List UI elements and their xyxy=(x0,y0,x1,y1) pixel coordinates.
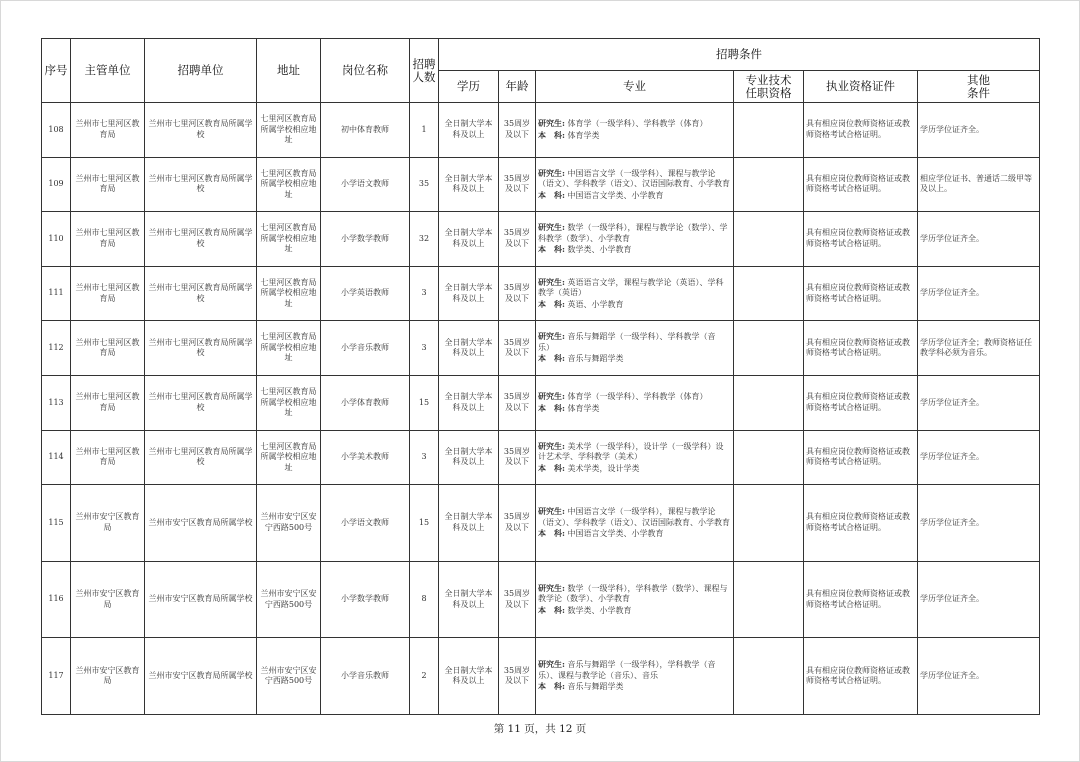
cell-addr: 七里河区教育局所属学校相应地址 xyxy=(257,157,321,212)
cell-dept: 兰州市七里河区教育局 xyxy=(71,212,145,267)
ug-majors: 数学类、小学教育 xyxy=(567,605,632,615)
cell-post: 小学语文教师 xyxy=(321,157,410,212)
cell-dept: 兰州市七里河区教育局 xyxy=(71,103,145,158)
cell-cert: 具有相应岗位教师资格证或教师资格考试合格证明。 xyxy=(804,485,918,562)
cell-age: 35周岁及以下 xyxy=(499,485,536,562)
cell-count: 15 xyxy=(410,375,439,430)
cell-major xyxy=(536,266,734,321)
cell-unit: 兰州市七里河区教育局所属学校 xyxy=(145,430,257,485)
cell-other: 学历学位证齐全。 xyxy=(918,375,1040,430)
cell-major xyxy=(536,485,734,562)
table-row xyxy=(42,266,1040,321)
cell-tech xyxy=(734,266,804,321)
table-header xyxy=(42,39,1040,103)
cell-edu: 全日制大学本科及以上 xyxy=(439,485,499,562)
ug-label: 本 科: xyxy=(538,189,565,200)
cell-edu: 全日制大学本科及以上 xyxy=(439,561,499,638)
cell-age: 35周岁及以下 xyxy=(499,638,536,715)
cell-unit: 兰州市安宁区教育局所属学校 xyxy=(145,485,257,562)
cell-tech xyxy=(734,157,804,212)
cell-major xyxy=(536,430,734,485)
cell-count: 32 xyxy=(410,212,439,267)
cell-post: 小学数学教师 xyxy=(321,212,410,267)
cell-unit: 兰州市安宁区教育局所属学校 xyxy=(145,638,257,715)
cell-age: 35周岁及以下 xyxy=(499,103,536,158)
col-tech: 专业技术 任职资格 xyxy=(734,71,804,103)
grad-majors: 英语语言文学，课程与教学论（英语）、学科教学（英语） xyxy=(538,277,724,298)
page-number: 第 11 页，共 12 页 xyxy=(493,723,587,735)
cell-seq: 110 xyxy=(42,212,71,267)
cell-seq: 117 xyxy=(42,638,71,715)
cell-cert: 具有相应岗位教师资格证或教师资格考试合格证明。 xyxy=(804,266,918,321)
cell-edu: 全日制大学本科及以上 xyxy=(439,375,499,430)
cell-tech xyxy=(734,430,804,485)
cell-count: 8 xyxy=(410,561,439,638)
ug-label: 本 科: xyxy=(538,604,565,615)
cell-tech xyxy=(734,212,804,267)
cell-edu: 全日制大学本科及以上 xyxy=(439,321,499,376)
grad-label: 研究生: xyxy=(538,276,565,287)
cell-cert: 具有相应岗位教师资格证或教师资格考试合格证明。 xyxy=(804,321,918,376)
cell-seq: 113 xyxy=(42,375,71,430)
cell-count: 2 xyxy=(410,638,439,715)
ug-majors: 中国语言文学类、小学教育 xyxy=(567,529,664,539)
ug-label: 本 科: xyxy=(538,402,565,413)
table-row xyxy=(42,430,1040,485)
table-row xyxy=(42,212,1040,267)
cell-post: 小学体育教师 xyxy=(321,375,410,430)
grad-majors: 美术学（一级学科），设计学（一级学科）设计艺术学、学科教学（美术） xyxy=(538,441,724,462)
col-cert: 执业资格证件 xyxy=(804,71,918,103)
grad-majors: 体育学（一级学科）、学科教学（体育） xyxy=(567,392,708,402)
ug-label: 本 科: xyxy=(538,462,565,473)
cell-count: 15 xyxy=(410,485,439,562)
grad-majors: 数学（一级学科），学科教学（数学）、课程与教学论（数学）、小学教育 xyxy=(538,583,728,604)
cell-cert: 具有相应岗位教师资格证或教师资格考试合格证明。 xyxy=(804,430,918,485)
ug-majors: 体育学类 xyxy=(567,403,600,413)
cell-dept: 兰州市安宁区教育局 xyxy=(71,561,145,638)
cell-other: 学历学位证齐全；教师资格证任教学科必须为音乐。 xyxy=(918,321,1040,376)
ug-majors: 中国语言文学类、小学教育 xyxy=(567,190,664,200)
cell-other: 学历学位证齐全。 xyxy=(918,561,1040,638)
cell-post: 小学音乐教师 xyxy=(321,638,410,715)
cell-post: 小学语文教师 xyxy=(321,485,410,562)
grad-majors: 体育学（一级学科）、学科教学（体育） xyxy=(567,119,708,129)
cell-major xyxy=(536,375,734,430)
cell-edu: 全日制大学本科及以上 xyxy=(439,266,499,321)
grad-label: 研究生: xyxy=(538,222,565,233)
table-row xyxy=(42,638,1040,715)
ug-label: 本 科: xyxy=(538,681,565,692)
cell-addr: 七里河区教育局所属学校相应地址 xyxy=(257,212,321,267)
cell-dept: 兰州市七里河区教育局 xyxy=(71,157,145,212)
cell-count: 35 xyxy=(410,157,439,212)
col-count: 招聘 人数 xyxy=(410,39,439,103)
ug-majors: 数学类、小学教育 xyxy=(567,245,632,255)
cell-count: 3 xyxy=(410,430,439,485)
cell-addr: 兰州市安宁区安宁西路500号 xyxy=(257,561,321,638)
ug-label: 本 科: xyxy=(538,353,565,364)
col-edu: 学历 xyxy=(439,71,499,103)
cell-unit: 兰州市七里河区教育局所属学校 xyxy=(145,212,257,267)
cell-seq: 108 xyxy=(42,103,71,158)
ug-majors: 美术学类，设计学类 xyxy=(567,463,640,473)
cell-unit: 兰州市七里河区教育局所属学校 xyxy=(145,375,257,430)
cell-age: 35周岁及以下 xyxy=(499,375,536,430)
table-row xyxy=(42,157,1040,212)
grad-majors: 数学（一级学科），课程与教学论（数学）、学科教学（数学）、小学教育 xyxy=(538,223,728,243)
table-row xyxy=(42,485,1040,562)
grad-label: 研究生: xyxy=(538,331,565,342)
cell-edu: 全日制大学本科及以上 xyxy=(439,212,499,267)
cell-tech xyxy=(734,485,804,562)
recruitment-table xyxy=(41,38,1040,715)
cell-major xyxy=(536,212,734,267)
ug-label: 本 科: xyxy=(538,298,565,309)
cell-major xyxy=(536,561,734,638)
cell-edu: 全日制大学本科及以上 xyxy=(439,103,499,158)
cell-seq: 115 xyxy=(42,485,71,562)
cell-addr: 七里河区教育局所属学校相应地址 xyxy=(257,375,321,430)
cell-addr: 兰州市安宁区安宁西路500号 xyxy=(257,485,321,562)
cell-tech xyxy=(734,103,804,158)
grad-majors: 中国语言文学（一级学科），课程与教学论（语文）、学科教学（语文）、汉语国际教育、小学教育 xyxy=(538,507,730,527)
grad-label: 研究生: xyxy=(538,118,565,129)
ug-majors: 音乐与舞蹈学类 xyxy=(567,354,624,364)
ug-label: 本 科: xyxy=(538,244,565,255)
cell-post: 小学数学教师 xyxy=(321,561,410,638)
grad-label: 研究生: xyxy=(538,391,565,402)
cell-other: 学历学位证齐全。 xyxy=(918,266,1040,321)
grad-majors: 音乐与舞蹈学（一级学科）、学科教学（音乐） xyxy=(538,332,716,352)
cell-dept: 兰州市七里河区教育局 xyxy=(71,375,145,430)
cell-cert: 具有相应岗位教师资格证或教师资格考试合格证明。 xyxy=(804,561,918,638)
cell-cert: 具有相应岗位教师资格证或教师资格考试合格证明。 xyxy=(804,375,918,430)
cell-count: 1 xyxy=(410,103,439,158)
table-row xyxy=(42,375,1040,430)
ug-majors: 英语、小学教育 xyxy=(567,299,624,309)
cell-age: 35周岁及以下 xyxy=(499,157,536,212)
cell-unit: 兰州市七里河区教育局所属学校 xyxy=(145,266,257,321)
cell-unit: 兰州市七里河区教育局所属学校 xyxy=(145,321,257,376)
cell-cert: 具有相应岗位教师资格证或教师资格考试合格证明。 xyxy=(804,212,918,267)
cell-seq: 111 xyxy=(42,266,71,321)
cell-addr: 七里河区教育局所属学校相应地址 xyxy=(257,103,321,158)
cell-addr: 七里河区教育局所属学校相应地址 xyxy=(257,266,321,321)
cell-cert: 具有相应岗位教师资格证或教师资格考试合格证明。 xyxy=(804,638,918,715)
col-seq: 序号 xyxy=(42,39,71,103)
cell-age: 35周岁及以下 xyxy=(499,321,536,376)
cell-other: 相应学位证书、普通话二级甲等及以上。 xyxy=(918,157,1040,212)
table-row xyxy=(42,321,1040,376)
table-row xyxy=(42,103,1040,158)
grad-label: 研究生: xyxy=(538,506,565,517)
cell-count: 3 xyxy=(410,321,439,376)
grad-majors: 中国语言文学（一级学科）、课程与教学论（语文）、学科教学（语文）、汉语国际教育、小学教育 xyxy=(538,168,730,189)
cell-edu: 全日制大学本科及以上 xyxy=(439,157,499,212)
ug-majors: 体育学类 xyxy=(567,130,600,140)
cell-dept: 兰州市安宁区教育局 xyxy=(71,638,145,715)
cell-count: 3 xyxy=(410,266,439,321)
cell-tech xyxy=(734,561,804,638)
cell-dept: 兰州市七里河区教育局 xyxy=(71,321,145,376)
cell-major xyxy=(536,157,734,212)
cell-post: 小学美术教师 xyxy=(321,430,410,485)
cell-tech xyxy=(734,375,804,430)
cell-dept: 兰州市七里河区教育局 xyxy=(71,430,145,485)
col-post: 岗位名称 xyxy=(321,39,410,103)
table-body xyxy=(42,103,1040,715)
cell-seq: 116 xyxy=(42,561,71,638)
cell-major xyxy=(536,638,734,715)
cell-age: 35周岁及以下 xyxy=(499,430,536,485)
cell-cert: 具有相应岗位教师资格证或教师资格考试合格证明。 xyxy=(804,103,918,158)
cell-post: 初中体育教师 xyxy=(321,103,410,158)
cell-edu: 全日制大学本科及以上 xyxy=(439,638,499,715)
cell-major xyxy=(536,103,734,158)
col-conditions: 招聘条件 xyxy=(439,39,1040,71)
table-row xyxy=(42,561,1040,638)
cell-post: 小学英语教师 xyxy=(321,266,410,321)
cell-unit: 兰州市七里河区教育局所属学校 xyxy=(145,103,257,158)
ug-majors: 音乐与舞蹈学类 xyxy=(567,682,624,692)
cell-dept: 兰州市安宁区教育局 xyxy=(71,485,145,562)
col-other: 其他 条件 xyxy=(918,71,1040,103)
cell-other: 学历学位证齐全。 xyxy=(918,103,1040,158)
cell-seq: 114 xyxy=(42,430,71,485)
cell-cert: 具有相应岗位教师资格证或教师资格考试合格证明。 xyxy=(804,157,918,212)
cell-other: 学历学位证齐全。 xyxy=(918,212,1040,267)
cell-age: 35周岁及以下 xyxy=(499,561,536,638)
grad-label: 研究生: xyxy=(538,659,565,670)
ug-label: 本 科: xyxy=(538,129,565,140)
cell-seq: 109 xyxy=(42,157,71,212)
cell-seq: 112 xyxy=(42,321,71,376)
ug-label: 本 科: xyxy=(538,528,565,539)
cell-tech xyxy=(734,638,804,715)
cell-addr: 七里河区教育局所属学校相应地址 xyxy=(257,321,321,376)
grad-label: 研究生: xyxy=(538,440,565,451)
cell-tech xyxy=(734,321,804,376)
col-dept: 主管单位 xyxy=(71,39,145,103)
cell-other: 学历学位证齐全。 xyxy=(918,638,1040,715)
col-unit: 招聘单位 xyxy=(145,39,257,103)
cell-other: 学历学位证齐全。 xyxy=(918,485,1040,562)
grad-label: 研究生: xyxy=(538,582,565,593)
col-major: 专业 xyxy=(536,71,734,103)
cell-other: 学历学位证齐全。 xyxy=(918,430,1040,485)
cell-age: 35周岁及以下 xyxy=(499,212,536,267)
cell-major xyxy=(536,321,734,376)
cell-post: 小学音乐教师 xyxy=(321,321,410,376)
cell-edu: 全日制大学本科及以上 xyxy=(439,430,499,485)
cell-unit: 兰州市安宁区教育局所属学校 xyxy=(145,561,257,638)
grad-majors: 音乐与舞蹈学（一级学科），学科教学（音乐）、课程与教学论（音乐）、音乐 xyxy=(538,660,716,680)
cell-addr: 七里河区教育局所属学校相应地址 xyxy=(257,430,321,485)
cell-addr: 兰州市安宁区安宁西路500号 xyxy=(257,638,321,715)
cell-age: 35周岁及以下 xyxy=(499,266,536,321)
col-age: 年龄 xyxy=(499,71,536,103)
grad-label: 研究生: xyxy=(538,167,565,178)
cell-dept: 兰州市七里河区教育局 xyxy=(71,266,145,321)
col-addr: 地址 xyxy=(257,39,321,103)
cell-unit: 兰州市七里河区教育局所属学校 xyxy=(145,157,257,212)
